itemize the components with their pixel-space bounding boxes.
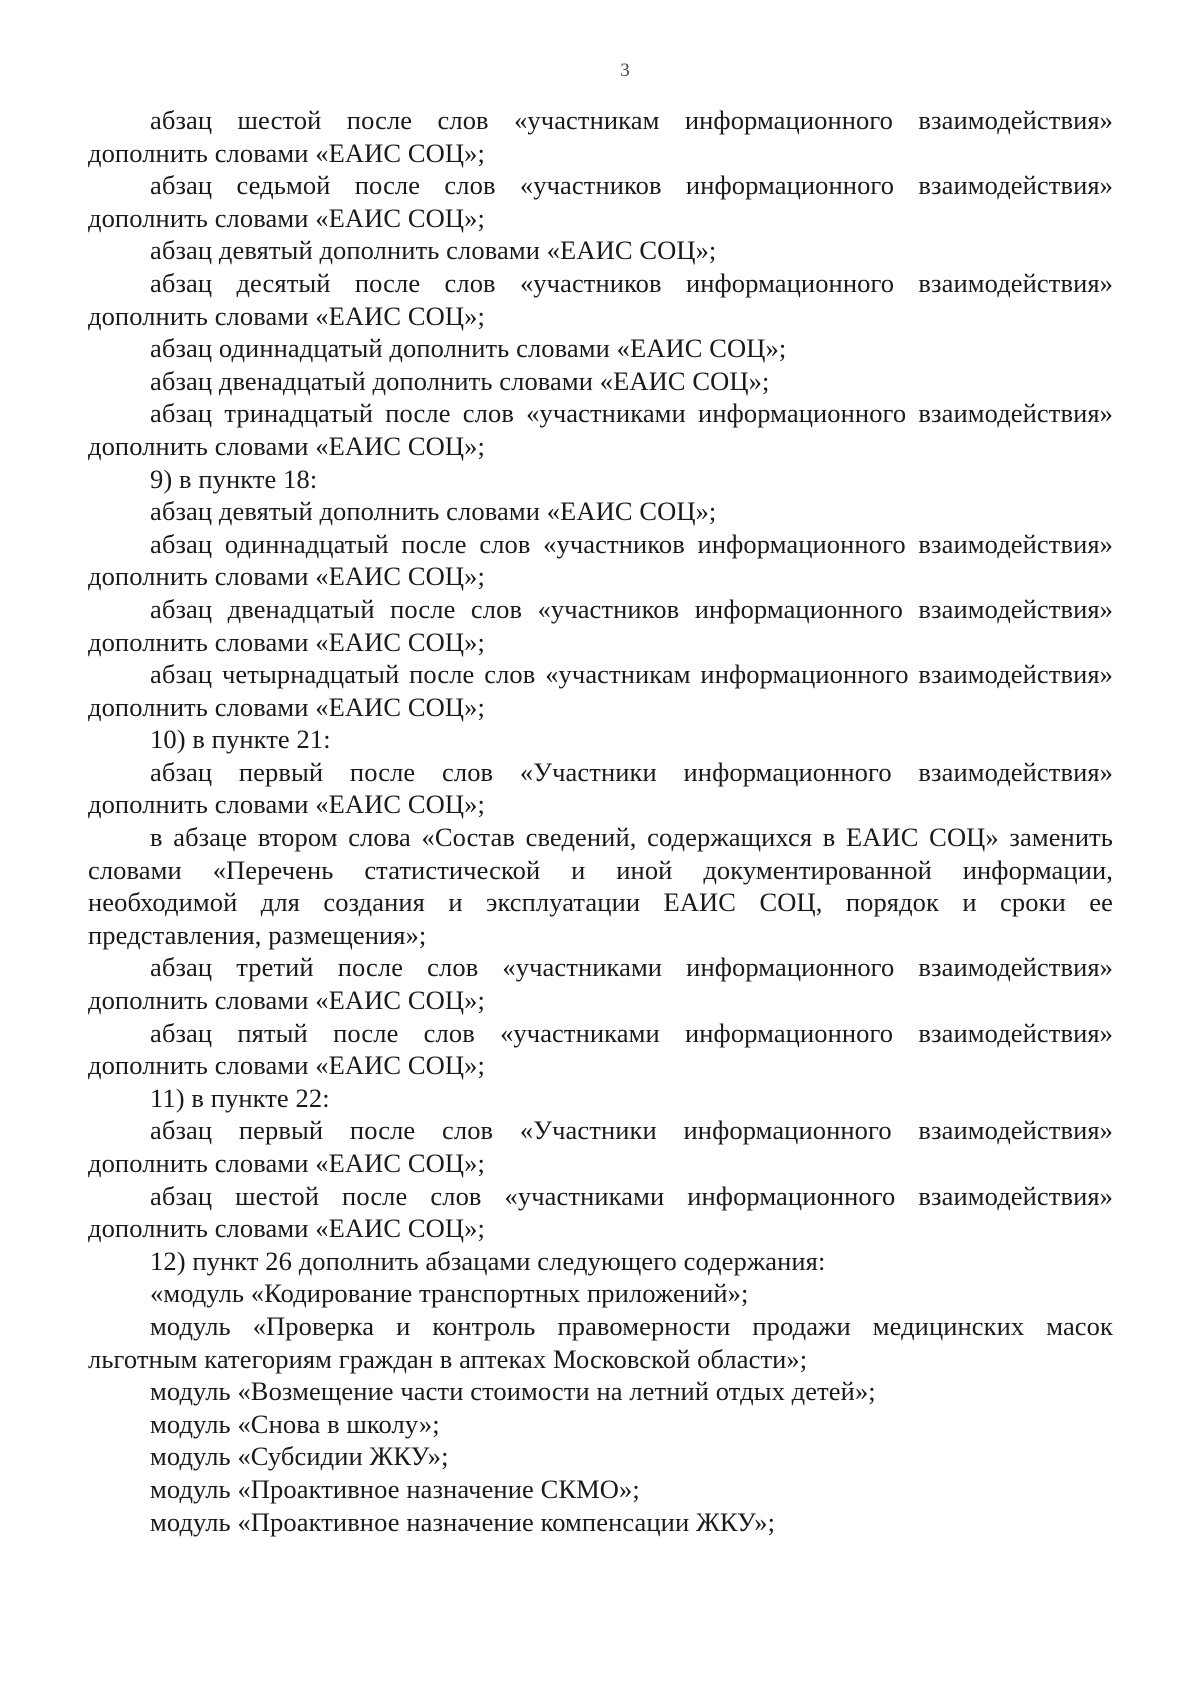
- paragraph: абзац девятый дополнить словами «ЕАИС СОЦ»;: [150, 496, 717, 527]
- paragraph: абзац одиннадцатый после слов «участников информационного взаимодействия» дополнить словами «ЕАИС СОЦ»;: [88, 528, 1113, 592]
- module-item: модуль «Возмещение части стоимости на летний отдых детей»;: [150, 1376, 876, 1407]
- module-item: модуль «Проверка и контроль правомерности продажи медицинских масок льготным категориям граждан в аптеках Московской области»;: [88, 1310, 1113, 1374]
- paragraph: в абзаце втором слова «Состав сведений, содержащихся в ЕАИС СОЦ» заменить словами «Перечень статистической и иной документированной информации, необходимой для создания и эксплуатации ЕАИС СОЦ, порядок и сроки ее представления, размещения»;: [88, 822, 1113, 950]
- list-heading: 9) в пункте 18:: [150, 463, 318, 494]
- module-item: модуль «Проактивное назначение СКМО»;: [150, 1473, 640, 1504]
- module-item: «модуль «Кодирование транспортных приложений»;: [150, 1278, 749, 1309]
- paragraph: абзац первый после слов «Участники информационного взаимодействия» дополнить словами «ЕАИС СОЦ»;: [88, 756, 1113, 820]
- paragraph: абзац двенадцатый после слов «участников информационного взаимодействия» дополнить словами «ЕАИС СОЦ»;: [88, 593, 1113, 657]
- paragraph: абзац одиннадцатый дополнить словами «ЕАИС СОЦ»;: [150, 333, 787, 364]
- paragraph: абзац десятый после слов «участников информационного взаимодействия» дополнить словами «ЕАИС СОЦ»;: [88, 267, 1113, 331]
- list-heading: 10) в пункте 21:: [150, 724, 331, 755]
- page-number: 3: [620, 60, 630, 81]
- paragraph: абзац двенадцатый дополнить словами «ЕАИС СОЦ»;: [150, 365, 770, 396]
- module-item: модуль «Снова в школу»;: [150, 1408, 440, 1439]
- list-heading: 11) в пункте 22:: [150, 1082, 330, 1113]
- paragraph: абзац тринадцатый после слов «участниками информационного взаимодействия» дополнить словами «ЕАИС СОЦ»;: [88, 398, 1113, 461]
- paragraph: абзац пятый после слов «участниками информационного взаимодействия» дополнить словами «ЕАИС СОЦ»;: [88, 1017, 1113, 1081]
- paragraph: абзац четырнадцатый после слов «участникам информационного взаимодействия» дополнить словами «ЕАИС СОЦ»;: [88, 659, 1113, 722]
- list-heading: 12) пункт 26 дополнить абзацами следующего содержания:: [150, 1245, 826, 1276]
- paragraph: абзац девятый дополнить словами «ЕАИС СОЦ»;: [150, 235, 717, 266]
- module-item: модуль «Субсидии ЖКУ»;: [150, 1441, 449, 1472]
- paragraph: абзац седьмой после слов «участников информационного взаимодействия» дополнить словами «ЕАИС СОЦ»;: [88, 170, 1113, 233]
- module-item: модуль «Проактивное назначение компенсации ЖКУ»;: [150, 1506, 776, 1537]
- document-body: [88, 104, 1113, 1538]
- paragraph: абзац третий после слов «участниками информационного взаимодействия» дополнить словами «ЕАИС СОЦ»;: [88, 952, 1113, 1016]
- paragraph: абзац первый после слов «Участники информационного взаимодействия» дополнить словами «ЕАИС СОЦ»;: [88, 1115, 1113, 1178]
- paragraph: абзац шестой после слов «участникам информационного взаимодействия» дополнить словами «ЕАИС СОЦ»;: [88, 105, 1113, 168]
- paragraph: абзац шестой после слов «участниками информационного взаимодействия» дополнить словами «ЕАИС СОЦ»;: [88, 1180, 1113, 1244]
